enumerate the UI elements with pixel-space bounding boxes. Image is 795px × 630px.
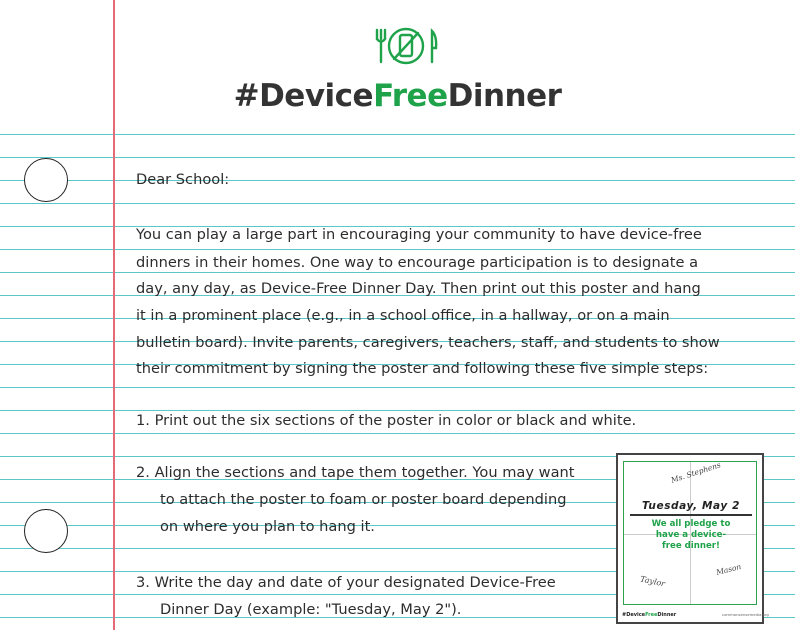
ruled-line xyxy=(0,410,795,411)
ruled-line xyxy=(0,433,795,434)
page-title: #DeviceFreeDinner xyxy=(233,78,562,114)
poster-date: Tuesday, May 2 xyxy=(641,500,741,512)
paragraph-line: You can play a large part in encouraging your community to have device-free xyxy=(136,226,702,243)
poster-thumbnail xyxy=(616,453,769,624)
step-2-line: to attach the poster to foam or poster board depending xyxy=(160,491,567,508)
pledge-text: We all pledge to have a device-free dinner! xyxy=(651,519,731,551)
ruled-line xyxy=(0,157,795,158)
signature-top: Ms. Stephens xyxy=(669,460,722,485)
poster-footer-url: commonsensemedia.org xyxy=(722,612,769,617)
step-3-line: 3. Write the day and date of your designated Device-Free xyxy=(136,574,556,591)
ruled-line xyxy=(0,203,795,204)
signature-right: Mason xyxy=(715,562,743,577)
paragraph-line: day, any day, as Device-Free Dinner Day. Then print out this poster and hang xyxy=(136,280,701,297)
paragraph-line: dinners in their homes. One way to encourage participation is to designate a xyxy=(136,254,699,271)
ruled-line xyxy=(0,387,795,388)
ruled-line xyxy=(0,272,795,273)
ruled-line xyxy=(0,134,795,135)
paragraph-line: it in a prominent place (e.g., in a school office, in a hallway, or on a main xyxy=(136,307,670,324)
paragraph-line: bulletin board). Invite parents, caregivers, teachers, staff, and students to show xyxy=(136,334,720,351)
ruled-line xyxy=(0,249,795,250)
ruled-line xyxy=(0,180,795,181)
step-3-line: Dinner Day (example: "Tuesday, May 2"). xyxy=(160,601,462,618)
signature-left: Taylor xyxy=(639,574,666,589)
poster-footer-logo: #DeviceFreeDinner xyxy=(622,612,677,618)
binder-hole xyxy=(24,509,68,553)
step-2-line: 2. Align the sections and tape them together. You may want xyxy=(136,464,575,481)
poster-border xyxy=(623,461,757,605)
paragraph-line: their commitment by signing the poster and following these five simple steps: xyxy=(136,360,709,377)
step-1: 1. Print out the six sections of the poster in color or black and white. xyxy=(136,412,637,429)
greeting: Dear School: xyxy=(136,171,230,188)
step-2-line: on where you plan to hang it. xyxy=(160,518,375,535)
binder-hole xyxy=(24,158,68,202)
date-underline xyxy=(630,514,752,516)
plate-phone-crossed-icon xyxy=(372,22,440,70)
